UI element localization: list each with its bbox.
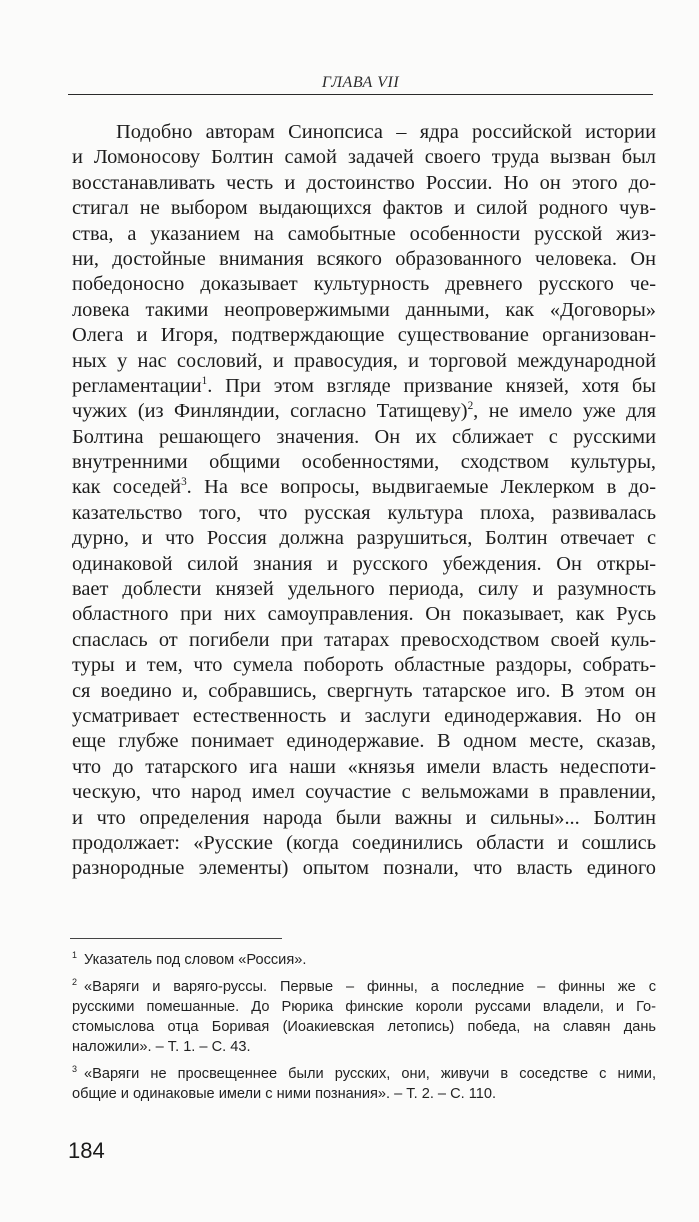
text-line (72, 577, 656, 602)
text-line (72, 806, 656, 831)
text-segment: стигал не выбором выдающихся фактов и силой родного чув- (72, 197, 656, 220)
text-segment: и что определения народа были важны и сильны»... Болтин (72, 806, 656, 829)
text-segment: внутренними общими особенностями, сходством культуры, (72, 451, 656, 474)
page-number: 184 (68, 1138, 105, 1163)
footnote-text: «Варяги и варяго-руссы. Первые – финны, а последние – финны же с (84, 979, 656, 995)
text-segment: . При этом взгляде призвание князей, хотя бы (207, 374, 656, 397)
text-line (72, 425, 656, 450)
text-segment: продолжает: «Русские (когда соединились области и сошлись (72, 831, 656, 854)
text-line (72, 399, 656, 424)
text-line (72, 450, 656, 475)
text-line (72, 196, 656, 221)
text-segment: усматривает естественность и заслуги единодержавия. Но он (72, 704, 656, 727)
footnote-rule (70, 938, 282, 939)
text-segment: регламентации (72, 374, 202, 397)
text-line (72, 272, 656, 297)
text-segment: победоносно доказывает культурность древнего русского че- (72, 273, 656, 296)
text-line (72, 704, 656, 729)
footnote-reference: 2 (467, 400, 474, 413)
footnote-mark: 3 (72, 1064, 78, 1075)
text-line (72, 552, 656, 577)
text-line (72, 501, 656, 526)
running-head: ГЛАВА VII (321, 74, 400, 91)
footnote-mark: 2 (72, 977, 78, 988)
text-segment: . На все вопросы, выдвигаемые Леклерком в до- (186, 476, 656, 499)
text-line (72, 298, 656, 323)
footnote (72, 1064, 656, 1104)
text-line (72, 856, 656, 881)
text-line (72, 679, 656, 704)
text-line (72, 475, 656, 500)
text-segment: дурно, и что Россия должна разрушиться, Болтин отвечает с (72, 527, 656, 550)
text-segment: вает доблести князей удельного периода, силу и разумность (72, 578, 656, 601)
footnote-line (72, 950, 656, 970)
text-line (72, 653, 656, 678)
footnote (72, 977, 656, 1057)
text-segment: ных у нас сословий, и правосудия, и торговой международной (72, 349, 656, 372)
footnote-text: русскими помешанные. До Рюрика финские короли руссами владели, и Го- (72, 999, 656, 1015)
text-segment: областного при них самоуправления. Он показывает, как Русь (72, 603, 656, 626)
footnotes (72, 950, 656, 1111)
text-segment: ческую, что народ имел соучастие с вельможами в правлении, (72, 781, 656, 804)
footnote-reference: 1 (201, 375, 208, 388)
text-segment: ловека такими неопровержимыми данными, как «Договоры» (72, 298, 656, 321)
text-segment: восстанавливать честь и достоинство России. Но он этого до- (72, 171, 656, 194)
text-segment: одинаковой силой знания и русского убеждения. Он откры- (72, 552, 656, 575)
text-segment: Болтина решающего значения. Он их сближает с русскими (72, 425, 656, 448)
footnote-reference: 3 (181, 476, 187, 489)
footnote-mark: 1 (72, 950, 78, 961)
text-line (72, 247, 656, 272)
text-segment: , не имело уже для (473, 400, 656, 423)
text-line (72, 171, 656, 196)
text-segment: ства, а указанием на самобытные особенности русской жиз- (72, 222, 656, 245)
text-segment: Подобно авторам Синопсиса – ядра российской истории (116, 121, 656, 143)
text-line (72, 145, 656, 170)
text-line (72, 323, 656, 348)
text-segment: ни, достойные внимания всякого образованного человека. Он (72, 247, 656, 270)
footnote (72, 950, 656, 970)
footnote-line (72, 997, 656, 1017)
text-segment: туры и тем, что сумела побороть областные раздоры, собрать- (72, 654, 656, 677)
main-text (72, 120, 656, 882)
text-line (72, 222, 656, 247)
text-segment: что до татарского ига наши «князья имели власть недеспоти- (72, 755, 656, 778)
text-line (72, 755, 656, 780)
footnote-line (72, 977, 656, 997)
text-line (72, 602, 656, 627)
text-line (72, 831, 656, 856)
footnote-line (72, 1084, 656, 1104)
text-line (72, 729, 656, 754)
text-segment: как соседей (72, 476, 182, 499)
header-rule (68, 94, 653, 95)
footnote-line (72, 1037, 656, 1057)
footnote-text: Указатель под словом «Россия». (84, 952, 307, 968)
footnote-text: «Варяги не просвещеннее были русских, они, живучи в соседстве с ними, (84, 1066, 656, 1082)
footnote-line (72, 1064, 656, 1084)
footnote-text: наложили». – Т. 1. – С. 43. (72, 1039, 251, 1055)
text-line (72, 780, 656, 805)
footnote-text: стомыслова отца Боривая (Иоакиевская летопись) победа, на славян дань (72, 1019, 656, 1035)
text-line (72, 349, 656, 374)
footnote-line (72, 1017, 656, 1037)
text-segment: и Ломоносову Болтин самой задачей своего труда вызван был (72, 146, 656, 169)
text-segment: спаслась от погибели при татарах превосходством своей куль- (72, 628, 656, 651)
text-line (72, 374, 656, 399)
text-segment: казательство того, что русская культура плоха, развивалась (72, 501, 656, 524)
text-line (72, 526, 656, 551)
text-segment: еще глубже понимает единодержавие. В одном месте, сказав, (72, 730, 656, 753)
text-segment: Олега и Игоря, подтверждающие существование организован- (72, 324, 656, 347)
text-segment: разнородные элементы) опытом познали, что власть единого (72, 857, 656, 880)
text-line (72, 120, 656, 145)
text-segment: чужих (из Финляндии, согласно Татищеву) (72, 400, 468, 423)
footnote-text: общие и одинаковые имели с ними познания». – Т. 2. – С. 110. (72, 1086, 497, 1102)
text-line (72, 628, 656, 653)
text-segment: ся воедино и, собравшись, свергнуть татарское иго. В этом он (72, 679, 656, 702)
